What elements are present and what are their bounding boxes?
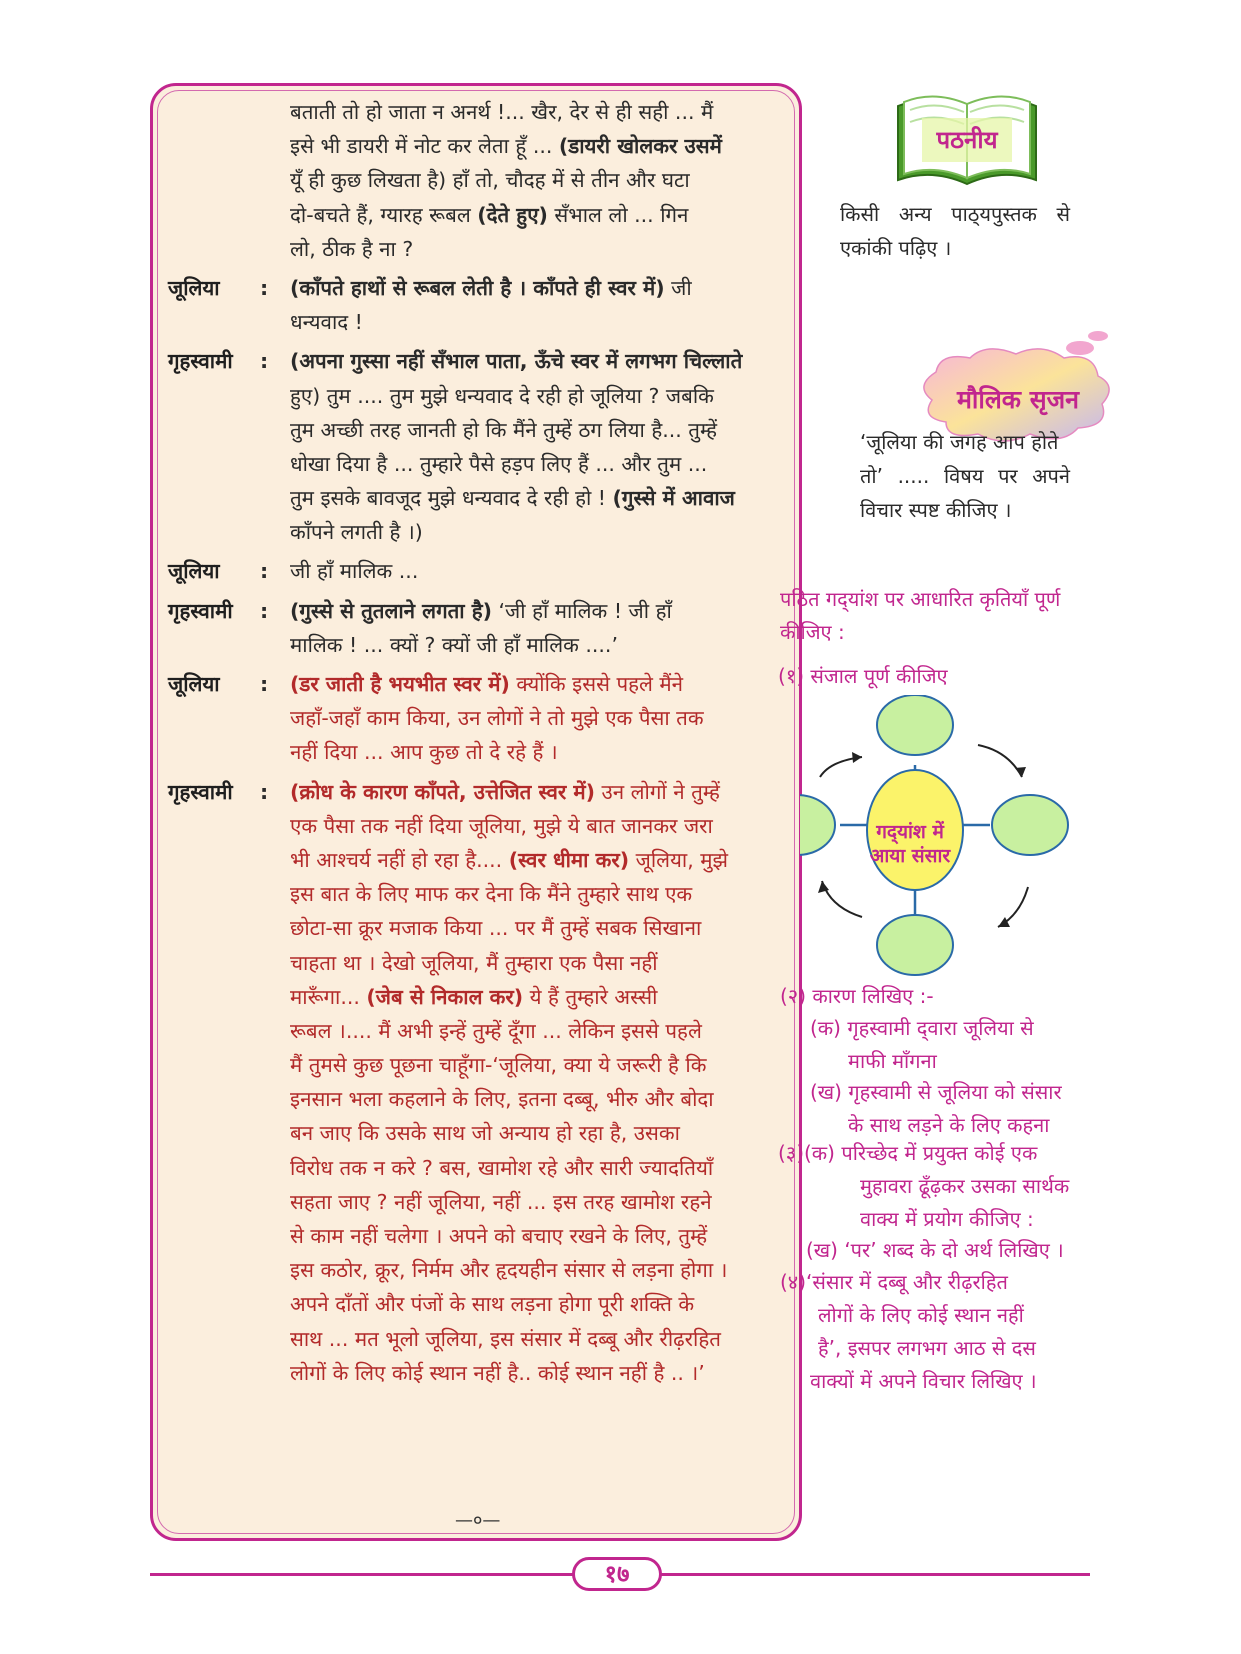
dialogue-line	[168, 946, 780, 980]
pathaniya-label: पठनीय	[936, 126, 998, 154]
dialogue-text: (काँपते हाथों से रूबल लेती है । काँपते ही स्वर में) जी	[290, 275, 692, 300]
question-4-line-1: (४)‘संसार में दब्बू और रीढ़रहित	[780, 1270, 1008, 1294]
dialogue-text: बन जाए कि उसके साथ जो अन्याय हो रहा है, उसका	[290, 1121, 680, 1146]
question-2b	[810, 1076, 1062, 1142]
dialogue-line	[168, 843, 780, 877]
question-2: (२) कारण लिखिए :-	[780, 984, 934, 1008]
maulik-srijan-label: मौलिक सृजन	[956, 385, 1080, 414]
speaker-name: जूलिया	[168, 559, 220, 584]
speaker-name: गृहस्वामी	[168, 349, 233, 374]
dialogue-text: चाहता था । देखो जूलिया, मैं तुम्हारा एक पैसा नहीं	[290, 950, 658, 975]
dialogue-text: दो-बचते हैं, ग्यारह रूबल (देते हुए) सँभाल लो ... गिन	[290, 202, 689, 227]
dialogue-line	[168, 701, 780, 735]
dialogue-line	[168, 1151, 780, 1185]
dialogue-text: (अपना गुस्सा नहीं सँभाल पाता, ऊँचे स्वर में लगभग चिल्लाते	[290, 349, 743, 374]
web-center-label	[855, 820, 965, 868]
speaker-colon: :	[260, 559, 269, 584]
maulik-line-1: ‘जूलिया की जगह आप होते	[860, 430, 1059, 454]
question-3a	[778, 1137, 1069, 1236]
speaker-name: जूलिया	[168, 275, 220, 300]
maulik-line-3: विचार स्पष्ट कीजिए ।	[860, 498, 1012, 522]
dialogue-text: एक पैसा तक नहीं दिया जूलिया, मुझे ये बात जानकर जरा	[290, 813, 713, 838]
dialogue-line	[168, 980, 780, 1014]
dialogue-line	[168, 95, 780, 129]
dialogue-line	[168, 129, 780, 163]
speaker-colon: :	[260, 672, 269, 696]
dialogue-line	[168, 481, 780, 515]
dialogue-line	[168, 809, 780, 843]
question-4-line-4: वाक्यों में अपने विचार लिखिए ।	[810, 1369, 1037, 1393]
dialogue-line	[168, 877, 780, 911]
dialogue-line	[168, 1116, 780, 1150]
dialogue-line	[168, 1356, 780, 1390]
dialogue-text: इनसान भला कहलाने के लिए, इतना दब्बू, भीरु और बोदा	[290, 1087, 714, 1112]
page-number: १७	[572, 1557, 662, 1591]
dialogue-line	[168, 198, 780, 232]
dialogue-line	[168, 628, 780, 662]
dialogue-text: (क्रोध के कारण काँपते, उत्तेजित स्वर में) उन लोगों ने तुम्हें	[290, 779, 720, 804]
question-1: (१) संजाल पूर्ण कीजिए	[778, 664, 948, 688]
dialogue-text: इसे भी डायरी में नोट कर लेता हूँ ... (डायरी खोलकर उसमें	[290, 134, 722, 159]
dialogue-text: धन्यवाद !	[290, 310, 363, 335]
speaker-name: गृहस्वामी	[168, 779, 233, 804]
question-3a-line-2: मुहावरा ढूँढ़कर उसका सार्थक	[860, 1174, 1070, 1198]
speaker-colon: :	[260, 349, 269, 374]
speaker-colon: :	[260, 779, 269, 804]
activity-heading-line-2: कीजिए :	[780, 620, 845, 644]
question-4-line-2: लोगों के लिए कोई स्थान नहीं	[818, 1303, 1024, 1327]
web-node-left	[800, 795, 835, 855]
dialogue-text: यूँ ही कुछ लिखता है) हाँ तो, चौदह में से तीन और घटा	[290, 168, 690, 193]
pathaniya-text	[840, 197, 1070, 265]
speaker-colon: :	[260, 275, 269, 300]
maulik-line-2: तो’ ..... विषय पर अपने	[860, 464, 1070, 488]
dialogue-text: तुम अच्छी तरह जानती हो कि मैंने तुम्हें ठग लिया है... तुम्हें	[290, 417, 718, 442]
dialogue-text: रूबल ।.... मैं अभी इन्हें तुम्हें दूँगा ... लेकिन इससे पहले	[290, 1018, 702, 1043]
dialogue-line	[168, 554, 780, 588]
dialogue-text: लोगों के लिए कोई स्थान नहीं है.. कोई स्थान नहीं है .. ।’	[290, 1360, 705, 1385]
dialogue-text: इस बात के लिए माफ कर देना कि मैंने तुम्हारे साथ एक	[290, 882, 693, 907]
dialogue-text: इस कठोर, क्रूर, निर्मम और हृदयहीन संसार से लड़ना होगा ।	[290, 1258, 728, 1283]
speaker-colon: :	[260, 598, 269, 623]
dialogue-text: विरोध तक न करे ? बस, खामोश रहे और सारी ज्यादतियाँ	[290, 1155, 714, 1180]
dialogue-list	[168, 95, 780, 1390]
dialogue-line	[168, 271, 780, 305]
dialogue-text: अपने दाँतों और पंजों के साथ लड़ना होगा पूरी शक्ति के	[290, 1292, 695, 1317]
dialogue-text: हुए) तुम .... तुम मुझे धन्यवाद दे रही हो जूलिया ? जबकि	[290, 383, 714, 408]
question-3b: (ख) ‘पर’ शब्द के दो अर्थ लिखिए ।	[806, 1238, 1064, 1262]
dialogue-text: मैं तुमसे कुछ पूछना चाहूँगा-‘जूलिया, क्या ये जरूरी है कि	[290, 1053, 707, 1078]
question-2b-line-2: के साथ लड़ने के लिए कहना	[848, 1113, 1050, 1137]
pathaniya-line-2: एकांकी पढ़िए ।	[840, 236, 952, 260]
end-mark: —०—	[455, 1510, 501, 1531]
dialogue-text: बताती तो हो जाता न अनर्थ !... खैर, देर से ही सही ... मैं	[290, 100, 714, 124]
maulik-text	[860, 425, 1070, 527]
dialogue-line	[168, 413, 780, 447]
web-center-line-2: आया संसार	[869, 845, 951, 867]
dialogue-text: नहीं दिया ... आप कुछ तो दे रहे हैं ।	[290, 740, 558, 765]
dialogue-line	[168, 344, 780, 378]
dialogue-line	[168, 379, 780, 413]
dialogue-line	[168, 775, 780, 809]
activity-heading-line-1: पठित गद्‌यांश पर आधारित कृतियाँ पूर्ण	[780, 587, 1061, 611]
dialogue-text: काँपने लगती है ।)	[290, 520, 423, 545]
dialogue-line	[168, 594, 780, 628]
speaker-name: गृहस्वामी	[168, 598, 233, 623]
dialogue-text: से काम नहीं चलेगा । अपने को बचाए रखने के लिए, तुम्हें	[290, 1224, 708, 1248]
dialogue-text: जी हाँ मालिक ...	[290, 559, 419, 584]
question-4-line-3: है’, इसपर लगभग आठ से दस	[818, 1336, 1036, 1360]
dialogue-text: धोखा दिया है ... तुम्हारे पैसे हड़प लिए हैं ... और तुम ...	[290, 451, 708, 476]
dialogue-line	[168, 1253, 780, 1287]
question-2a-line-2: माफी माँगना	[848, 1049, 937, 1073]
web-node-right	[992, 795, 1068, 855]
dialogue-text: (गुस्से से तुतलाने लगता है) ‘जी हाँ मालिक ! जी हाँ	[290, 598, 672, 623]
dialogue-line	[168, 1287, 780, 1321]
dialogue-text: भी आश्चर्य नहीं हो रहा है.... (स्वर धीमा कर) जूलिया, मुझे	[290, 847, 729, 872]
web-node-bottom	[877, 915, 953, 975]
dialogue-line	[168, 911, 780, 945]
dialogue-line	[168, 1322, 780, 1356]
dialogue-line	[168, 735, 780, 769]
dialogue-line	[168, 163, 780, 197]
dialogue-line	[168, 667, 780, 701]
dialogue-line	[168, 1082, 780, 1116]
dialogue-text: लो, ठीक है ना ?	[290, 236, 414, 261]
dialogue-line	[168, 1219, 780, 1253]
dialogue-line	[168, 1014, 780, 1048]
dialogue-text: मारूँगा... (जेब से निकाल कर) ये हैं तुम्हारे अस्सी	[290, 984, 658, 1009]
dialogue-text: जहाँ-जहाँ काम किया, उन लोगों ने तो मुझे एक पैसा तक	[290, 706, 704, 731]
dialogue-text: तुम इसके बावजूद मुझे धन्यवाद दे रही हो ! (गुस्से में आवाज	[290, 486, 735, 511]
dialogue-line	[168, 232, 780, 266]
dialogue-text: साथ ... मत भूलो जूलिया, इस संसार में दब्बू और रीढ़रहित	[290, 1326, 721, 1351]
question-3a-line-3: वाक्य में प्रयोग कीजिए :	[860, 1207, 1034, 1231]
question-2a-line-1: (क) गृहस्वामी द्‌वारा जूलिया से	[810, 1016, 1034, 1040]
dialogue-line	[168, 515, 780, 549]
web-node-top	[877, 695, 953, 755]
dialogue-line	[168, 1185, 780, 1219]
web-center-line-1: गद्‌यांश में	[876, 821, 944, 843]
activity-heading	[780, 583, 1060, 649]
question-2b-line-1: (ख) गृहस्वामी से जूलिया को संसार	[810, 1080, 1062, 1104]
dialogue-line	[168, 1048, 780, 1082]
dialogue-text: छोटा-सा क्रूर मजाक किया ... पर मैं तुम्हें सबक सिखाना	[290, 916, 702, 941]
question-2a	[810, 1012, 1034, 1078]
dialogue-text: (डर जाती है भयभीत स्वर में) क्योंकि इससे पहले मैंने	[290, 672, 684, 696]
pathaniya-line-1: किसी अन्य पाठ्‌यपुस्तक से	[840, 202, 1070, 226]
question-3a-line-1: (३)(क) परिच्छेद में प्रयुक्त कोई एक	[778, 1141, 1038, 1165]
question-4	[780, 1266, 1037, 1398]
dialogue-text: सहता जाए ? नहीं जूलिया, नहीं ... इस तरह खामोश रहने	[290, 1189, 712, 1214]
speaker-name: जूलिया	[168, 672, 220, 696]
dialogue-line	[168, 305, 780, 339]
dialogue-text: मालिक ! ... क्यों ? क्यों जी हाँ मालिक ....’	[290, 632, 618, 657]
dialogue-line	[168, 447, 780, 481]
